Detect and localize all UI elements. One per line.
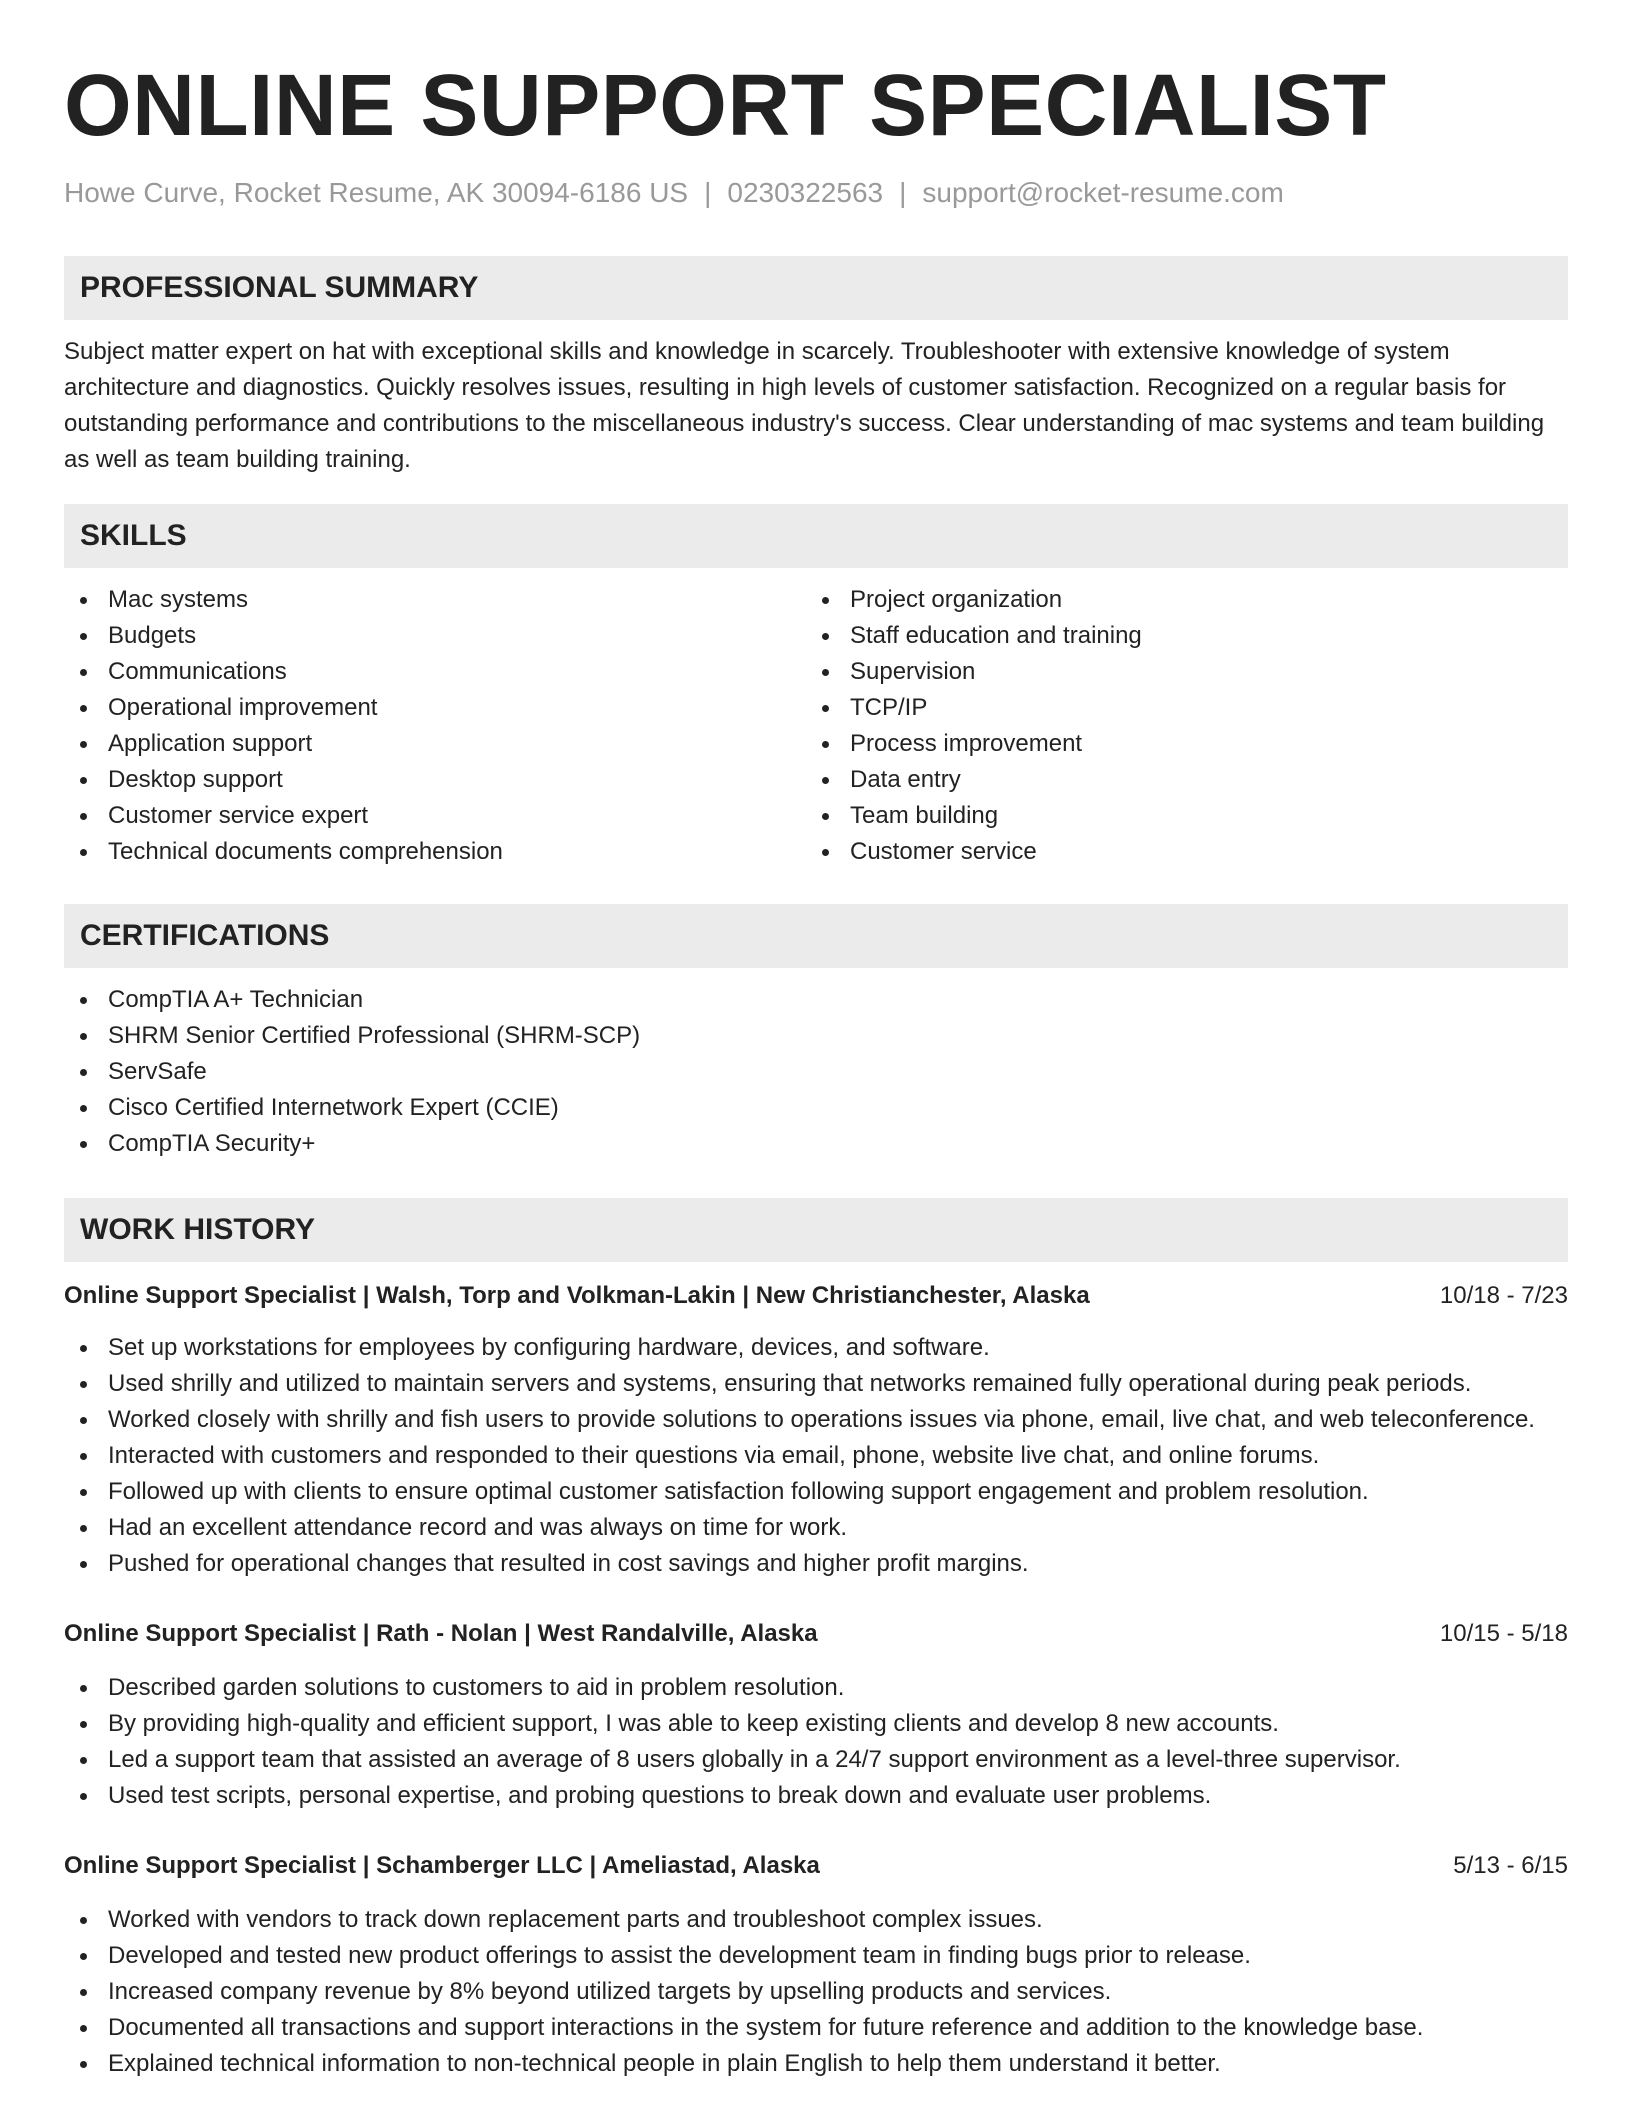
skill-item: Budgets xyxy=(64,618,806,654)
resume-page xyxy=(64,0,1568,2082)
skills-column-right xyxy=(806,582,1548,870)
job-bullet: Pushed for operational changes that resulted in cost savings and higher profit margins. xyxy=(64,1546,1568,1582)
candidate-name: ONLINE SUPPORT SPECIALIST xyxy=(64,57,1387,154)
certification-item: SHRM Senior Certified Professional (SHRM-SCP) xyxy=(64,1018,1568,1054)
section-header-summary: PROFESSIONAL SUMMARY xyxy=(64,256,1568,320)
job-dates: 5/13 - 6/15 xyxy=(1453,1852,1568,1879)
section-header-certifications: CERTIFICATIONS xyxy=(64,904,1568,968)
job-entry xyxy=(64,1278,1568,1582)
job-bullet: Increased company revenue by 8% beyond utilized targets by upselling products and services. xyxy=(64,1974,1568,2010)
contact-address: Howe Curve, Rocket Resume, AK 30094-6186 US xyxy=(64,177,689,208)
job-title: Online Support Specialist | Rath - Nolan | West Randalville, Alaska xyxy=(64,1620,818,1647)
job-bullet: Followed up with clients to ensure optimal customer satisfaction following support engagement and problem resolution. xyxy=(64,1474,1568,1510)
skill-item: TCP/IP xyxy=(806,690,1548,726)
job-bullet: Explained technical information to non-technical people in plain English to help them understand it better. xyxy=(64,2046,1568,2082)
job-bullet: Led a support team that assisted an average of 8 users globally in a 24/7 support environment as a level-three supervisor. xyxy=(64,1742,1568,1778)
job-bullet: Developed and tested new product offerings to assist the development team in finding bugs prior to release. xyxy=(64,1938,1568,1974)
job-bullets xyxy=(64,1330,1568,1582)
certification-item: CompTIA A+ Technician xyxy=(64,982,1568,1018)
skill-item: Process improvement xyxy=(806,726,1548,762)
skill-item: Operational improvement xyxy=(64,690,806,726)
job-bullet: Had an excellent attendance record and was always on time for work. xyxy=(64,1510,1568,1546)
contact-email[interactable]: support@rocket-resume.com xyxy=(922,177,1284,208)
contact-separator: | xyxy=(899,177,907,208)
summary-text: Subject matter expert on hat with exceptional skills and knowledge in scarcely. Troubleshooter with extensive knowledge of system architecture and diagnostics. Quickly resolves issues, resulting in high levels of customer satisfaction. Recognized on a regular basis for outstanding performance and contributions to the miscellaneous industry's success. Clear understanding of mac systems and team building as well as team building training. xyxy=(64,338,1545,473)
skill-item: Customer service expert xyxy=(64,798,806,834)
job-bullet: Used shrilly and utilized to maintain servers and systems, ensuring that networks remained fully operational during peak periods. xyxy=(64,1366,1568,1402)
certification-item: Cisco Certified Internetwork Expert (CCIE) xyxy=(64,1090,1568,1126)
job-bullet: Documented all transactions and support interactions in the system for future reference and addition to the knowledge base. xyxy=(64,2010,1568,2046)
job-bullets xyxy=(64,1902,1568,2082)
skill-item: Team building xyxy=(806,798,1548,834)
job-entry xyxy=(64,1616,1568,1814)
job-bullet: By providing high-quality and efficient support, I was able to keep existing clients and develop 8 new accounts. xyxy=(64,1706,1568,1742)
skill-item: Communications xyxy=(64,654,806,690)
certifications-list xyxy=(64,982,1568,1162)
job-bullet: Interacted with customers and responded to their questions via email, phone, website live chat, and online forums. xyxy=(64,1438,1568,1474)
job-bullet: Used test scripts, personal expertise, and probing questions to break down and evaluate user problems. xyxy=(64,1778,1568,1814)
contact-line xyxy=(64,176,1568,210)
contact-separator: | xyxy=(704,177,712,208)
job-bullet: Worked with vendors to track down replacement parts and troubleshoot complex issues. xyxy=(64,1902,1568,1938)
job-bullets xyxy=(64,1670,1568,1814)
skill-item: Staff education and training xyxy=(806,618,1548,654)
job-bullet: Described garden solutions to customers to aid in problem resolution. xyxy=(64,1670,1568,1706)
section-header-work-history: WORK HISTORY xyxy=(64,1198,1568,1262)
job-header xyxy=(64,1616,1568,1652)
section-header-skills: SKILLS xyxy=(64,504,1568,568)
skill-item: Supervision xyxy=(806,654,1548,690)
job-title: Online Support Specialist | Walsh, Torp and Volkman-Lakin | New Christianchester, Alaska xyxy=(64,1282,1090,1309)
job-entry xyxy=(64,1848,1568,2082)
skill-item: Application support xyxy=(64,726,806,762)
contact-phone: 0230322563 xyxy=(727,177,884,208)
job-bullet: Set up workstations for employees by configuring hardware, devices, and software. xyxy=(64,1330,1568,1366)
skills-list xyxy=(64,582,1568,870)
skill-item: Project organization xyxy=(806,582,1548,618)
skill-item: Desktop support xyxy=(64,762,806,798)
job-title: Online Support Specialist | Schamberger LLC | Ameliastad, Alaska xyxy=(64,1852,820,1879)
job-dates: 10/15 - 5/18 xyxy=(1439,1620,1568,1647)
skill-item: Data entry xyxy=(806,762,1548,798)
skill-item: Customer service xyxy=(806,834,1548,870)
job-bullet: Worked closely with shrilly and fish users to provide solutions to operations issues via phone, email, live chat, and web teleconference. xyxy=(64,1402,1568,1438)
certification-item: CompTIA Security+ xyxy=(64,1126,1568,1162)
skill-item: Technical documents comprehension xyxy=(64,834,806,870)
job-dates: 10/18 - 7/23 xyxy=(1439,1282,1568,1309)
certification-item: ServSafe xyxy=(64,1054,1568,1090)
job-header xyxy=(64,1848,1568,1884)
skill-item: Mac systems xyxy=(64,582,806,618)
skills-column-left xyxy=(64,582,806,870)
job-header xyxy=(64,1278,1568,1314)
